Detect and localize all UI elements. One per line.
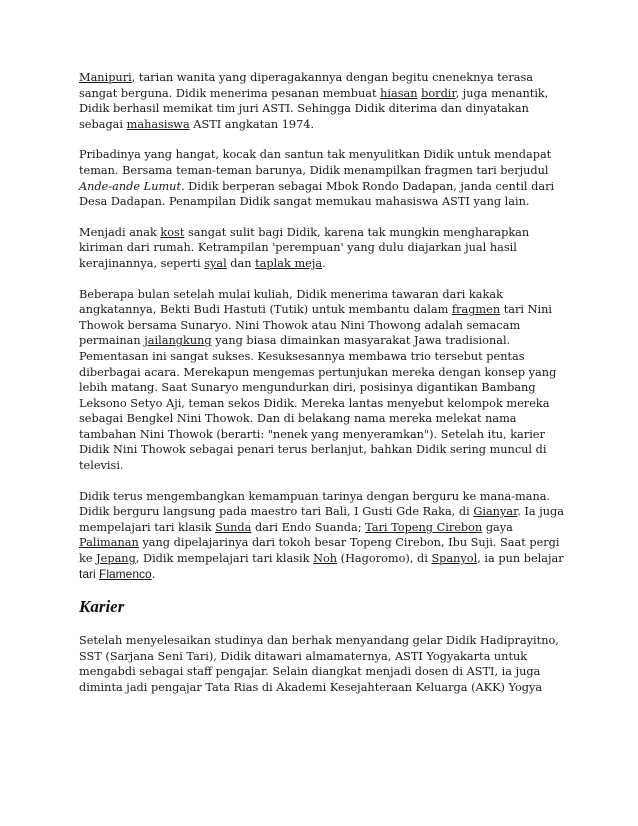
text: , tarian wanita yang diperagakannya dengan begitu cneneknya terasa sangat berguna. Didik menerima pesanan membuat [79, 71, 534, 100]
link-mahasiswa[interactable]: mahasiswa [126, 117, 190, 131]
paragraph-6 [79, 633, 565, 695]
paragraph-1 [79, 70, 565, 132]
link-syal[interactable]: syal [204, 256, 227, 270]
text: . [151, 567, 156, 581]
paragraph-3 [79, 225, 565, 272]
section-heading-karier: Karier [79, 597, 125, 617]
text: Menjadi anak [79, 225, 161, 239]
link-spanyol[interactable]: Spanyol [431, 552, 478, 566]
link-gianyar[interactable]: Gianyar [473, 505, 518, 519]
link-palimanan[interactable]: Palimanan [79, 536, 139, 550]
text: Setelah menyelesaikan studinya dan berhak menyandang gelar Didik Hadiprayitno, SST (Sarjana Seni Tari), Didik ditawari almamaternya, ASTI Yogyakarta untuk mengabdi sebagai staff pengajar. Selain diangkat menjadi dosen di ASTI, ia juga diminta jadi pengajar Tata Rias di Akademi Kesejahteraan Keluarga (AKK) Yogya [79, 634, 559, 694]
link-fragmen[interactable]: fragmen [451, 303, 501, 317]
emphasis-title: Ande-ande Lumut [79, 179, 181, 193]
link-jepang[interactable]: Jepang [96, 552, 136, 566]
link-taplak-meja[interactable]: taplak meja [255, 256, 323, 270]
paragraph-5 [79, 489, 565, 583]
text: Pribadinya yang hangat, kocak dan santun tak menyulitkan Didik untuk mendapat teman. Bersama teman-teman barunya, Didik menampilkan fragmen tari berjudul [79, 148, 552, 177]
text: . [322, 256, 326, 270]
text: , Didik mempelajari tari klasik [135, 552, 314, 566]
text: yang biasa dimainkan masyarakat Jawa tradisional. Pementasan ini sangat sukses. Kesuksesannya membawa trio tersebut pentas diberbagai acara. Merekapun mengemas pertunjukan mereka dengan konsep yang lebih matang. Saat Sunaryo mengundurkan diri, posisinya digantikan Bambang Leksono Setyo Aji, teman sekos Didik. Mereka lantas menyebut kelompok mereka sebagai Bengkel Nini Thowok. Dan di belakang nama mereka melekat nama tambahan Nini Thowok (berarti: "nenek yang menyeramkan"). Setelah itu, karier Didik Nini Thowok sebagai penari terus berlanjut, bahkan Didik sering muncul di televisi. [79, 334, 557, 473]
article-body [79, 70, 565, 708]
link-bordir[interactable]: bordir [421, 86, 456, 100]
link-hiasan[interactable]: hiasan [380, 86, 418, 100]
link-sunda[interactable]: Sunda [215, 520, 252, 534]
text: tari Nini Thowok bersama Sunaryo. Nini Thowok atau Nini Thowong adalah semacam permainan [79, 303, 552, 348]
link-tari-topeng-cirebon[interactable]: Tari Topeng Cirebon [365, 520, 483, 534]
text: (Hagoromo), di [337, 552, 432, 566]
paragraph-2 [79, 147, 565, 209]
link-noh[interactable]: Noh [313, 552, 338, 566]
link-flamenco[interactable]: Flamenco [99, 566, 152, 581]
text: gaya [482, 520, 513, 534]
text: sangat sulit bagi Didik, karena tak mungkin mengharapkan kiriman dari rumah. Ketrampilan 'perempuan' yang dulu diajarkan jual hasil kerajinannya, seperti [79, 225, 530, 270]
text: , ia pun belajar [477, 552, 564, 566]
paragraph-4 [79, 287, 565, 474]
text: . Didik berperan sebagai Mbok Rondo Dadapan, janda centil dari Desa Dadapan. Penampilan Didik sangat memukau mahasiswa ASTI yang lain. [79, 179, 555, 209]
text: Didik terus mengembangkan kemampuan tarinya dengan berguru ke mana-mana. Didik berguru langsung pada maestro tari Bali, I Gusti Gde Raka, di [79, 489, 551, 519]
text: dan [226, 256, 256, 270]
link-manipuri[interactable]: Manipuri [79, 71, 132, 84]
text: Beberapa bulan setelah mulai kuliah, Didik menerima tawaran dari kakak angkatannya, Bekti Budi Hastuti (Tutik) untuk membantu dalam [79, 287, 503, 317]
text: dari Endo Suanda; [251, 520, 366, 534]
text: , juga menantik, Didik berhasil memikat tim juri ASTI. Sehingga Didik diterima dan dinyatakan sebagai [79, 86, 549, 131]
link-jailangkung[interactable]: jailangkung [144, 334, 212, 348]
text: yang dipelajarinya dari tokoh besar Topeng Cirebon, Ibu Suji. Saat pergi ke [79, 536, 560, 566]
text: . Ia juga mempelajari tari klasik [79, 505, 564, 534]
text: tari [79, 566, 100, 581]
text: ASTI angkatan 1974. [189, 117, 315, 131]
link-kost[interactable]: kost [160, 225, 185, 239]
